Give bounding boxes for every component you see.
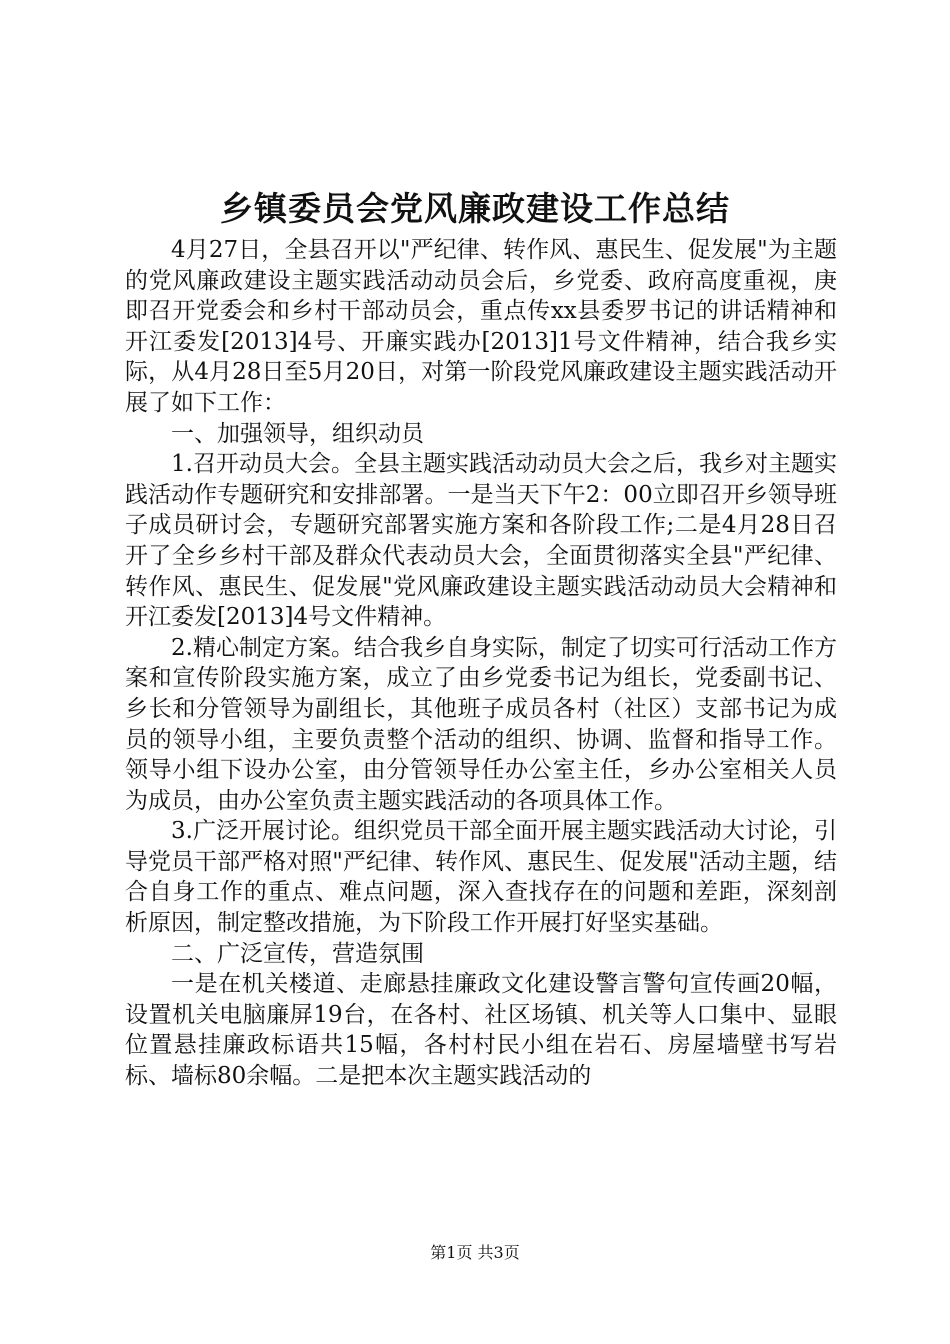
page-number-footer: 第1页 共3页 [430, 1243, 520, 1262]
section-heading-2: 二、广泛宣传，营造氛围 [171, 940, 424, 967]
paragraph-intro: 4月27日，全县召开以"严纪律、转作风、惠民生、促发展"为主题的党风廉政建设主题实践活动动员会后，乡党委、政府高度重视，庚即召开党委会和乡村干部动员会，重点传xx县委罗书记的讲话精神和开江委发[2013]4号、开廉实践办[2013]1号文件精神，结合我乡实际，从4月28日至5月20日，对第一阶段党风廉政建设主题实践活动开展了如下工作： [125, 237, 837, 416]
document-body [125, 235, 837, 1092]
paragraph-item-1: 1.召开动员大会。全县主题实践活动动员大会之后，我乡对主题实践活动作专题研究和安排部署。一是当天下午2：00立即召开乡领导班子成员研讨会，专题研究部署实施方案和各阶段工作;二是4月28日召开了全乡乡村干部及群众代表动员大会，全面贯彻落实全县"严纪律、转作风、惠民生、促发展"党风廉政建设主题实践活动动员大会精神和开江委发[2013]4号文件精神。 [125, 451, 837, 631]
paragraph-item-2: 2.精心制定方案。结合我乡自身实际，制定了切实可行活动工作方案和宣传阶段实施方案，成立了由乡党委书记为组长，党委副书记、乡长和分管领导为副组长，其他班子成员各村（社区）支部书记为成员的领导小组，主要负责整个活动的组织、协调、监督和指导工作。领导小组下设办公室，由分管领导任办公室主任，乡办公室相关人员为成员，由办公室负责主题实践活动的各项具体工作。 [125, 634, 837, 814]
section-heading-1: 一、加强领导，组织动员 [171, 420, 424, 447]
paragraph-publicity: 一是在机关楼道、走廊悬挂廉政文化建设警言警句宣传画20幅，设置机关电脑廉屏19台，在各村、社区场镇、机关等人口集中、显眼位置悬挂廉政标语共15幅，各村村民小组在岩石、房屋墙壁书写岩标、墙标80余幅。二是把本次主题实践活动的 [125, 971, 837, 1090]
document-title: 乡镇委员会党风廉政建设工作总结 [220, 189, 730, 228]
paragraph-item-3: 3.广泛开展讨论。组织党员干部全面开展主题实践活动大讨论，引导党员干部严格对照"严纪律、转作风、惠民生、促发展"活动主题，结合自身工作的重点、难点问题，深入查找存在的问题和差距，深刻剖析原因，制定整改措施，为下阶段工作开展打好坚实基础。 [125, 818, 837, 937]
